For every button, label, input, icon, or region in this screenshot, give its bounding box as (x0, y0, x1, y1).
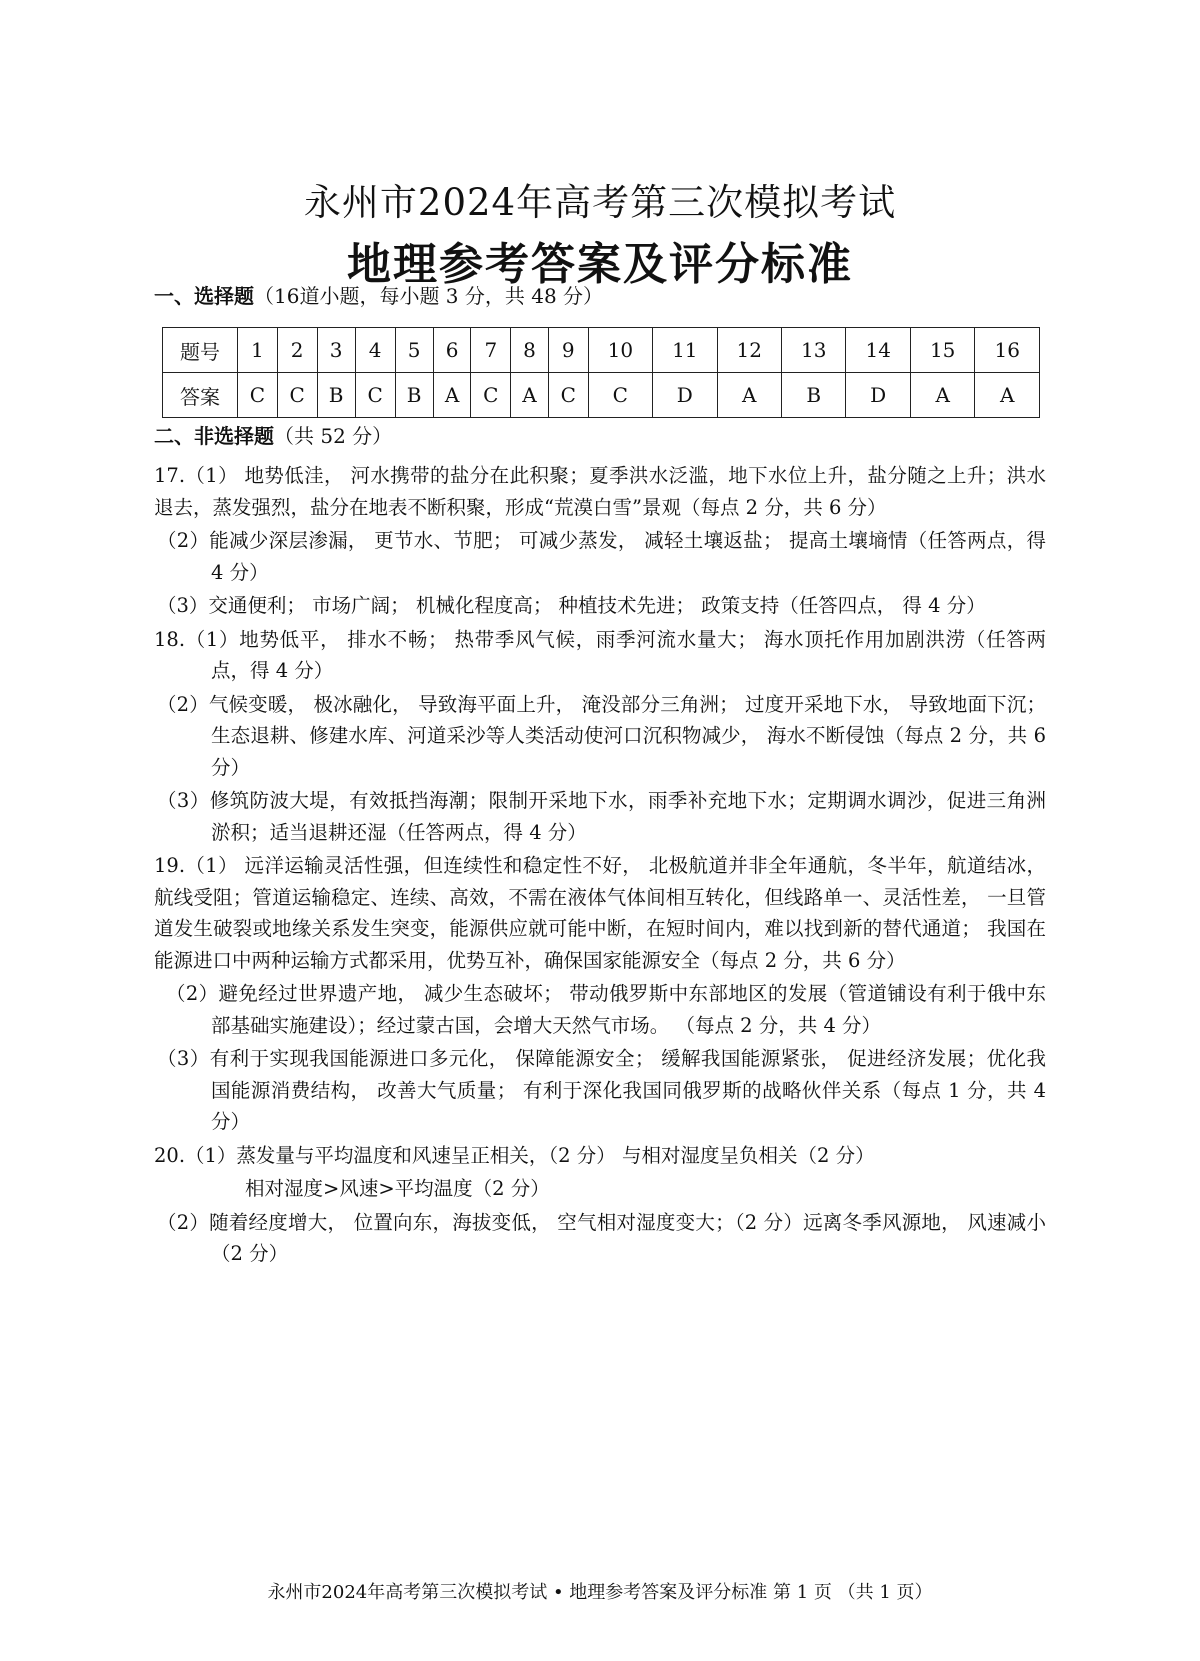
section-heading-note: （共 52 分） (274, 424, 393, 448)
question-number-cell: 13 (782, 328, 846, 373)
part-number: （3） (157, 594, 209, 617)
part-text: 避免经过世界遗产地， 减少生态破坏； 带动俄罗斯中东部地区的发展（管道铺设有利于俄中东部基础实施建设）；经过蒙古国，会增大天然气市场。 （每点 2 分，共 4 分） (211, 982, 1046, 1037)
question-number-cell: 5 (395, 328, 433, 373)
section-heading-note: （16道小题，每小题 3 分，共 48 分） (254, 284, 604, 308)
question-number-cell: 14 (846, 328, 910, 373)
section-heading-label: 一、选择题 (154, 284, 254, 308)
question-number-cell: 1 (238, 328, 278, 373)
part-text: 蒸发量与平均温度和风速呈正相关，（2 分） 与相对湿度呈负相关（2 分） (236, 1143, 875, 1167)
q17-part1: 17.（1） 地势低洼， 河水携带的盐分在此积聚；夏季洪水泛滥，地下水位上升，盐分随之上升；洪水退去，蒸发强烈，盐分在地表不断积聚，形成“荒漠白雪”景观（每点 2 分，共 6 分） (154, 464, 1046, 519)
answer-table (162, 327, 1040, 418)
question-number-cell: 7 (471, 328, 511, 373)
question-number-cell: 11 (653, 328, 717, 373)
question-number-cell: 12 (717, 328, 781, 373)
answer-cell: C (471, 373, 511, 418)
part-text: 交通便利； 市场广阔； 机械化程度高； 种植技术先进； 政策支持（任答四点， 得 4 分） (208, 594, 986, 617)
part-text: 修筑防波大堤，有效抵挡海潮；限制开采地下水，雨季补充地下水；定期调水调沙，促进三角洲淤积；适当退耕还湿（任答两点，得 4 分） (209, 789, 1046, 844)
row-label-answer: 答案 (163, 373, 238, 418)
question-number-cell: 16 (975, 328, 1040, 373)
q19-part3 (154, 1043, 1046, 1138)
q20-part2 (154, 1207, 1046, 1270)
part-text: 随着经度增大， 位置向东，海拔变低， 空气相对湿度变大；（2 分）远离冬季风源地， 风速减小（2 分） (209, 1210, 1046, 1265)
answer-cell: A (975, 373, 1040, 418)
q18-part3 (154, 785, 1046, 848)
answer-cell: A (910, 373, 974, 418)
answer-cell: C (277, 373, 317, 418)
answer-row (163, 373, 1040, 418)
part-text: 气候变暖， 极冰融化， 导致海平面上升， 淹没部分三角洲； 过度开采地下水， 导致地面下沉； 生态退耕、修建水库、河道采沙等人类活动使河口沉积物减少， 海水不断侵蚀（每点 2 分，共 6 分） (208, 692, 1046, 779)
question-number-cell: 4 (355, 328, 395, 373)
answer-cell: D (846, 373, 910, 418)
part-number: 20.（1） (154, 1143, 237, 1167)
answer-cell: A (511, 373, 549, 418)
answer-cell: C (548, 373, 588, 418)
answer-cell: C (355, 373, 395, 418)
q19-part2 (154, 978, 1046, 1041)
part-number: 18.（1） (154, 627, 240, 651)
answer-body (154, 460, 1046, 1272)
q18-part1 (154, 624, 1046, 687)
question-number-cell: 15 (910, 328, 974, 373)
part-text: 地势低平， 排水不畅； 热带季风气候，雨季河流水量大； 海水顶托作用加剧洪涝（任答两点，得 4 分） (211, 627, 1046, 682)
part-number: （2） (157, 692, 209, 716)
question-number-cell: 10 (588, 328, 652, 373)
q19-part1: 19.（1） 远洋运输灵活性强，但连续性和稳定性不好， 北极航道并非全年通航，冬半年，航道结冰，航线受阻；管道运输稳定、连续、高效，不需在液体气体间相互转化，但线路单一、灵活性差， 一旦管道发生破裂或地缘关系发生突变，能源供应就可能中断，在短时间内，难以找到新的替代通道； 我国在能源进口中两种运输方式都采用，优势互补，确保国家能源安全（每点 2 分，共 6 分） (154, 854, 1046, 972)
question-number-cell: 9 (548, 328, 588, 373)
question-number-cell: 8 (511, 328, 549, 373)
answer-cell: A (717, 373, 781, 418)
document-title: 地理参考答案及评分标准 (347, 239, 853, 290)
part-text: 有利于实现我国能源进口多元化， 保障能源安全； 缓解我国能源紧张， 促进经济发展；优化我国能源消费结构， 改善大气质量； 有利于深化我国同俄罗斯的战略伙伴关系（每点 1 分，共 4 分） (209, 1047, 1046, 1133)
q18-part2 (154, 689, 1046, 784)
section-heading-free-response (154, 420, 392, 449)
q17-part2 (154, 525, 1046, 588)
answer-cell: B (317, 373, 355, 418)
question-number-cell: 2 (277, 328, 317, 373)
answer-cell: C (238, 373, 278, 418)
q20-part1-continuation: 相对湿度>风速>平均温度（2 分） (245, 1177, 550, 1200)
part-text: 能减少深层渗漏， 更节水、节肥； 可减少蒸发， 减轻土壤返盐； 提高土壤墒情（任答两点，得 4 分） (209, 529, 1046, 584)
part-number: （2） (157, 529, 210, 552)
row-label-question-number: 题号 (163, 328, 238, 373)
answer-cell: B (395, 373, 433, 418)
answer-cell: B (782, 373, 846, 418)
part-number: （3） (157, 789, 210, 812)
answer-cell: C (588, 373, 652, 418)
section-heading-multiple-choice (154, 280, 603, 309)
exam-title: 永州市2024年高考第三次模拟考试 (303, 181, 897, 224)
question-number-cell: 6 (433, 328, 471, 373)
question-number-row (163, 328, 1040, 373)
part-number: （3） (157, 1047, 210, 1070)
section-heading-label: 二、非选择题 (154, 424, 274, 448)
part-number: （2） (157, 1210, 210, 1234)
q17-part3 (154, 590, 1046, 622)
answer-cell: A (433, 373, 471, 418)
page-footer: 永州市2024年高考第三次模拟考试 • 地理参考答案及评分标准 第 1 页 （共 1 页） (267, 1582, 933, 1603)
question-number-cell: 3 (317, 328, 355, 373)
q20-part1 (154, 1140, 1046, 1172)
answer-cell: D (653, 373, 717, 418)
part-number: （2） (166, 982, 219, 1005)
